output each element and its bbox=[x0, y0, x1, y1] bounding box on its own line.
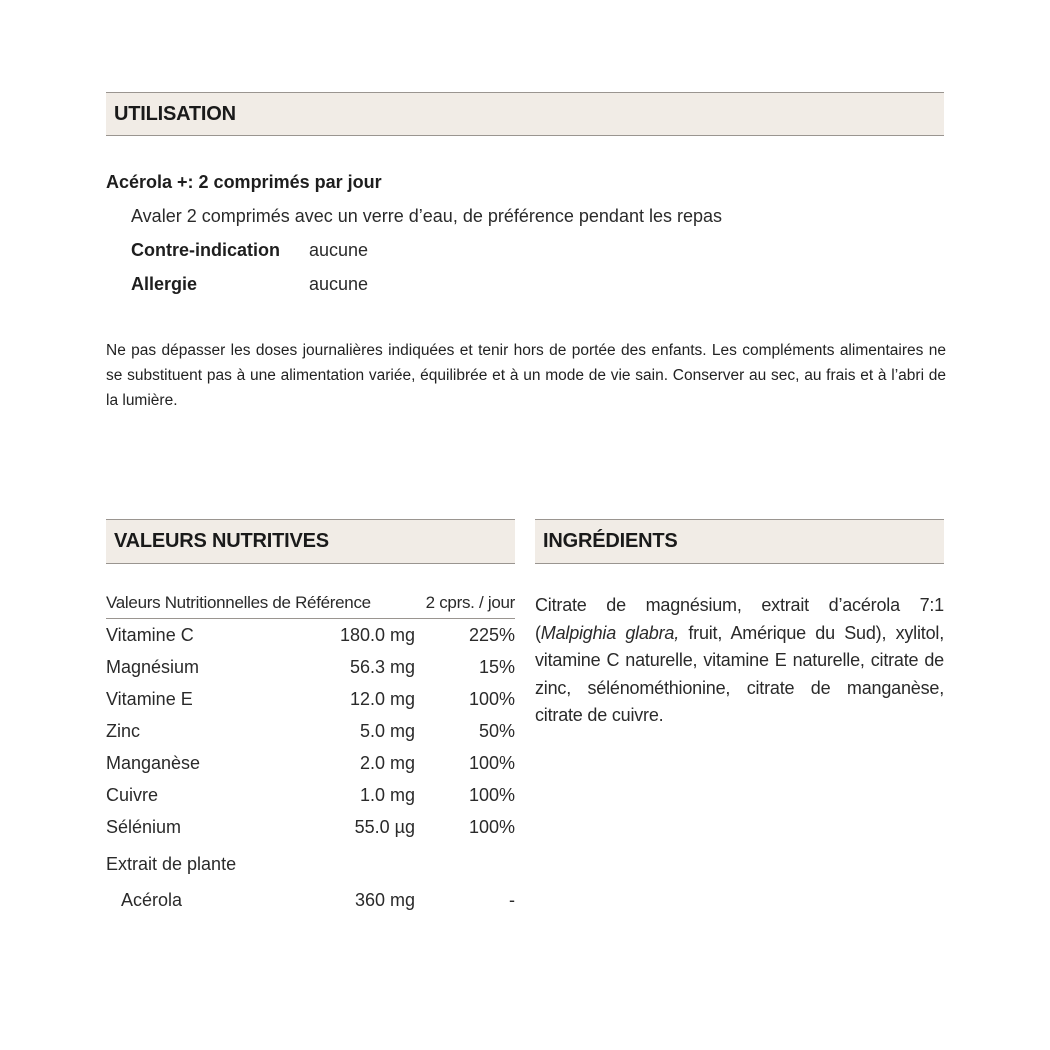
nutrition-header: VALEURS NUTRITIVES bbox=[106, 519, 515, 564]
plant-pct: - bbox=[509, 890, 515, 910]
nutrition-row bbox=[106, 619, 515, 651]
nutrient-name: Magnésium bbox=[106, 657, 200, 677]
contraindication-label: Contre-indication bbox=[131, 240, 280, 260]
ingredients-text bbox=[535, 592, 944, 730]
plant-name: Acérola bbox=[121, 890, 183, 910]
nutrient-amount: 1.0 mg bbox=[359, 785, 415, 805]
allergy-label: Allergie bbox=[131, 274, 198, 294]
ingredients-header: INGRÉDIENTS bbox=[535, 519, 944, 564]
usage-instruction: Avaler 2 comprimés avec un verre d’eau, de préférence pendant les repas bbox=[131, 206, 723, 226]
nutrient-amount: 55.0 µg bbox=[354, 817, 415, 837]
nutrient-amount: 180.0 mg bbox=[339, 625, 415, 645]
nutrient-pct: 15% bbox=[478, 657, 515, 677]
nutrient-amount: 5.0 mg bbox=[359, 721, 415, 741]
plant-amount: 360 mg bbox=[354, 890, 415, 910]
nutrient-pct: 100% bbox=[468, 817, 515, 837]
ingredients-text-before: Citrate de magnésium, extrait d’acérola 7:1 ( bbox=[535, 595, 944, 643]
nutrient-name: Vitamine C bbox=[106, 625, 194, 645]
usage-product-line: Acérola +: 2 comprimés par jour bbox=[106, 172, 382, 192]
utilisation-header: UTILISATION bbox=[106, 92, 944, 136]
nutrition-rows bbox=[106, 619, 515, 843]
ingredients-latin-name: Malpighia glabra, bbox=[540, 622, 680, 643]
nutrition-col-dose: 2 cprs. / jour bbox=[425, 593, 515, 612]
nutrition-col-ref: Valeurs Nutritionnelles de Référence bbox=[106, 593, 371, 612]
nutrition-table bbox=[106, 593, 515, 916]
nutrition-row bbox=[106, 651, 515, 683]
nutrition-row bbox=[106, 683, 515, 715]
nutrient-pct: 50% bbox=[478, 721, 515, 741]
plant-row bbox=[106, 884, 515, 916]
nutrient-pct: 100% bbox=[468, 689, 515, 709]
nutrient-name: Vitamine E bbox=[106, 689, 193, 709]
contraindication-value: aucune bbox=[309, 240, 369, 260]
nutrient-pct: 100% bbox=[468, 785, 515, 805]
nutrition-row bbox=[106, 747, 515, 779]
nutrient-pct: 100% bbox=[468, 753, 515, 773]
nutrition-row bbox=[106, 715, 515, 747]
nutrient-amount: 56.3 mg bbox=[349, 657, 415, 677]
nutrient-name: Manganèse bbox=[106, 753, 201, 773]
allergy-value: aucune bbox=[309, 274, 369, 294]
nutrition-row bbox=[106, 779, 515, 811]
ingredients-text-after: fruit, Amérique du Sud), xylitol, vitamine C naturelle, vitamine E naturelle, citrate de zinc, sélénométhionine, citrate de manganèse, citrate de cuivre. bbox=[535, 622, 944, 725]
nutrition-row bbox=[106, 811, 515, 843]
plant-extract-label: Extrait de plante bbox=[106, 854, 237, 874]
nutrient-pct: 225% bbox=[468, 625, 515, 645]
nutrient-amount: 2.0 mg bbox=[359, 753, 415, 773]
nutrient-name: Sélénium bbox=[106, 817, 182, 837]
warning-paragraph: Ne pas dépasser les doses journalières indiquées et tenir hors de portée des enfants. Les compléments alimentaires ne se substituent pas à une alimentation variée, équilibrée et à un mode de vie sain. Conserver au sec, au frais et à l’abri de la lumière. bbox=[106, 342, 946, 409]
nutrient-name: Cuivre bbox=[106, 785, 159, 805]
nutrient-amount: 12.0 mg bbox=[349, 689, 415, 709]
nutrition-table-header bbox=[106, 593, 515, 619]
nutrient-name: Zinc bbox=[106, 721, 141, 741]
